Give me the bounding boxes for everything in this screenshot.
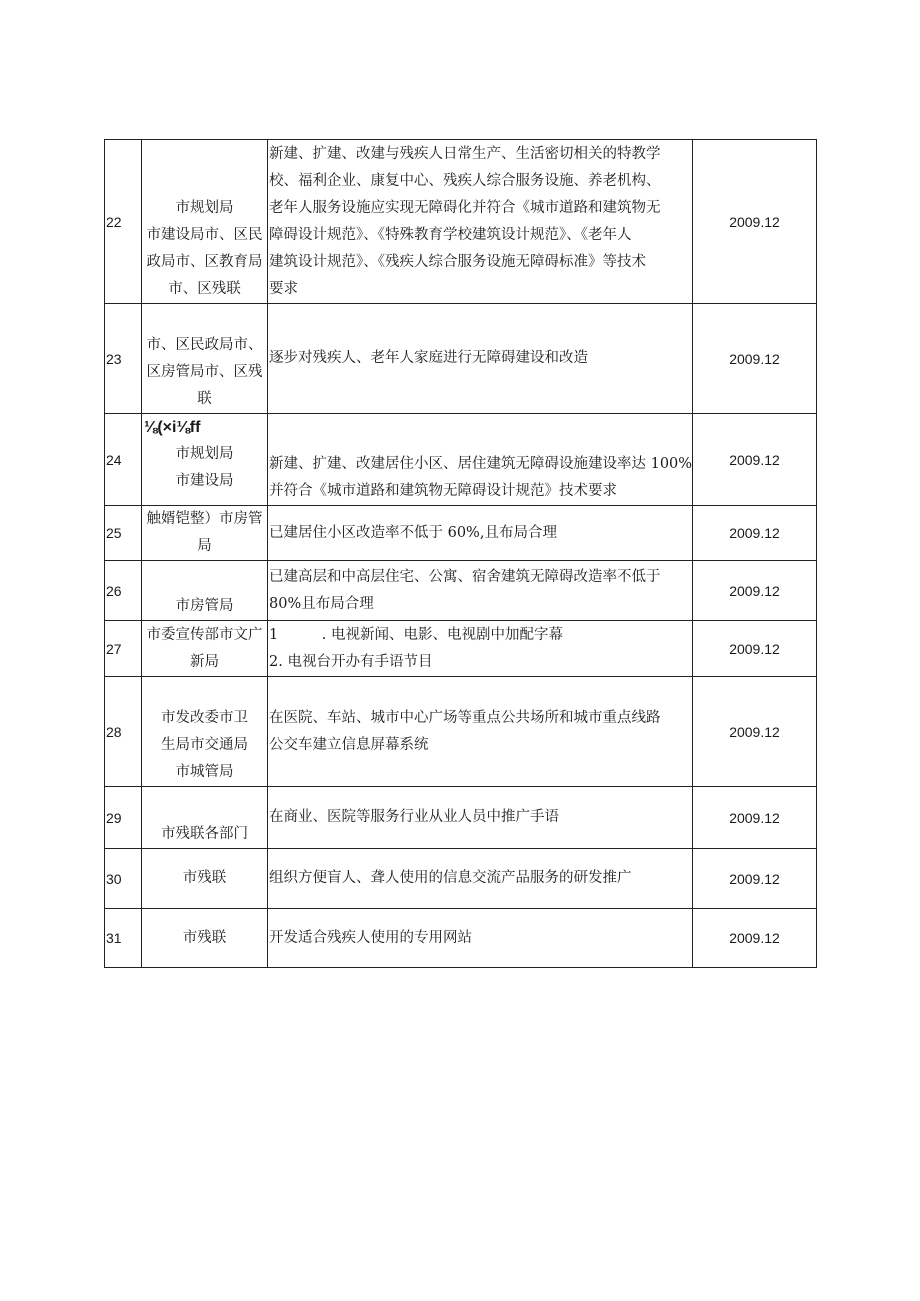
illegible-department-text: ⅛(×i⅛ff xyxy=(144,419,201,436)
row-number: 29 xyxy=(105,787,142,849)
task-line: 障碍设计规范》、《特殊教育学校建筑设计规范》、《老年人 xyxy=(269,226,632,243)
deadline-date: 2009.12 xyxy=(693,140,817,304)
row-number: 31 xyxy=(105,909,142,968)
task-description xyxy=(268,506,693,561)
responsible-department xyxy=(142,909,268,968)
table-row xyxy=(105,561,817,621)
row-number: 30 xyxy=(105,849,142,909)
task-description xyxy=(268,621,693,677)
table-row xyxy=(105,506,817,561)
task-line: 并符合《城市道路和建筑物无障碍设计规范》技术要求 xyxy=(269,483,617,499)
table-row xyxy=(105,621,817,677)
deadline-date: 2009.12 xyxy=(693,304,817,414)
department-line: 市建设局 xyxy=(175,473,234,489)
responsible-department xyxy=(142,140,268,304)
task-line: 在医院、车站、城市中心广场等重点公共场所和城市重点线路 xyxy=(269,709,661,726)
department-line: 市发改委市卫 xyxy=(161,710,248,726)
row-number: 27 xyxy=(105,621,142,677)
department-line: 市残联各部门 xyxy=(161,826,248,842)
table-row xyxy=(105,849,817,909)
task-line: 80%且布局合理 xyxy=(269,595,374,612)
task-line: 2. 电视台开办有手语节目 xyxy=(269,653,433,670)
task-line: 在商业、医院等服务行业从业人员中推广手语 xyxy=(269,809,559,825)
row-number: 25 xyxy=(105,506,142,561)
responsible-department xyxy=(142,506,268,561)
task-line: 校、福利企业、康复中心、残疾人综合服务设施、养老机构、 xyxy=(269,172,661,189)
task-description xyxy=(268,849,693,909)
table-row xyxy=(105,414,817,506)
task-table-body xyxy=(105,140,817,968)
task-line: 新建、扩建、改建与残疾人日常生产、生活密切相关的特教学 xyxy=(269,145,661,162)
task-line: 已建居住小区改造率不低于 60%,且布局合理 xyxy=(269,524,557,541)
task-table xyxy=(104,139,817,968)
responsible-department xyxy=(142,621,268,677)
responsible-department xyxy=(142,304,268,414)
task-line: 要求 xyxy=(269,280,298,297)
department-line: 触婿铠整）市房管 xyxy=(146,511,263,527)
task-line: 逐步对残疾人、老年人家庭进行无障碍建设和改造 xyxy=(269,350,588,366)
responsible-department xyxy=(142,414,268,506)
department-line: 市规划局 xyxy=(175,200,234,216)
department-line: 市建设局市、区民 xyxy=(146,227,263,243)
task-line: 1 . 电视新闻、电影、电视剧中加配字幕 xyxy=(269,626,563,643)
row-number: 28 xyxy=(105,677,142,787)
responsible-department xyxy=(142,677,268,787)
task-description xyxy=(268,304,693,414)
table-row xyxy=(105,677,817,787)
department-line: 市、区残联 xyxy=(168,281,241,297)
deadline-date: 2009.12 xyxy=(693,506,817,561)
row-number: 22 xyxy=(105,140,142,304)
task-description xyxy=(268,677,693,787)
deadline-date: 2009.12 xyxy=(693,414,817,506)
deadline-date: 2009.12 xyxy=(693,787,817,849)
deadline-date: 2009.12 xyxy=(693,909,817,968)
task-line: 开发适合残疾人使用的专用网站 xyxy=(269,929,472,946)
department-line: 市、区民政局市、 xyxy=(146,337,263,353)
department-line: 市残联 xyxy=(182,870,227,886)
task-description xyxy=(268,140,693,304)
task-line: 已建高层和中高层住宅、公寓、宿舍建筑无障碍改造率不低于 xyxy=(269,568,661,585)
responsible-department xyxy=(142,849,268,909)
row-number: 26 xyxy=(105,561,142,621)
department-line: 新局 xyxy=(190,653,219,670)
deadline-date: 2009.12 xyxy=(693,561,817,621)
department-line: 区房管局市、区残 xyxy=(146,364,263,380)
task-line: 新建、扩建、改建居住小区、居住建筑无障碍设施建设率达 100% xyxy=(269,456,692,472)
task-line: 组织方便盲人、聋人使用的信息交流产品服务的研发推广 xyxy=(269,870,632,886)
task-description xyxy=(268,787,693,849)
task-description xyxy=(268,909,693,968)
responsible-department xyxy=(142,787,268,849)
department-line: 市残联 xyxy=(182,929,227,946)
department-line: 市城管局 xyxy=(175,764,234,780)
department-line: 联 xyxy=(197,391,212,407)
department-line: 市规划局 xyxy=(175,446,234,462)
department-line: 局 xyxy=(197,538,212,554)
table-row xyxy=(105,787,817,849)
task-description xyxy=(268,561,693,621)
task-description xyxy=(268,414,693,506)
department-line: 市委宣传部市文广 xyxy=(146,626,263,643)
deadline-date: 2009.12 xyxy=(693,849,817,909)
table-row xyxy=(105,304,817,414)
responsible-department xyxy=(142,561,268,621)
row-number: 23 xyxy=(105,304,142,414)
row-number: 24 xyxy=(105,414,142,506)
department-line: 政局市、区教育局 xyxy=(146,254,263,270)
table-row xyxy=(105,140,817,304)
task-line: 公交车建立信息屏幕系统 xyxy=(269,736,429,753)
deadline-date: 2009.12 xyxy=(693,677,817,787)
deadline-date: 2009.12 xyxy=(693,621,817,677)
table-row xyxy=(105,909,817,968)
department-line: 生局市交通局 xyxy=(161,737,248,753)
task-line: 建筑设计规范》、《残疾人综合服务设施无障碍标准》等技术 xyxy=(269,253,646,270)
department-line: 市房管局 xyxy=(175,598,234,614)
task-line: 老年人服务设施应实现无障碍化并符合《城市道路和建筑物无 xyxy=(269,199,661,216)
